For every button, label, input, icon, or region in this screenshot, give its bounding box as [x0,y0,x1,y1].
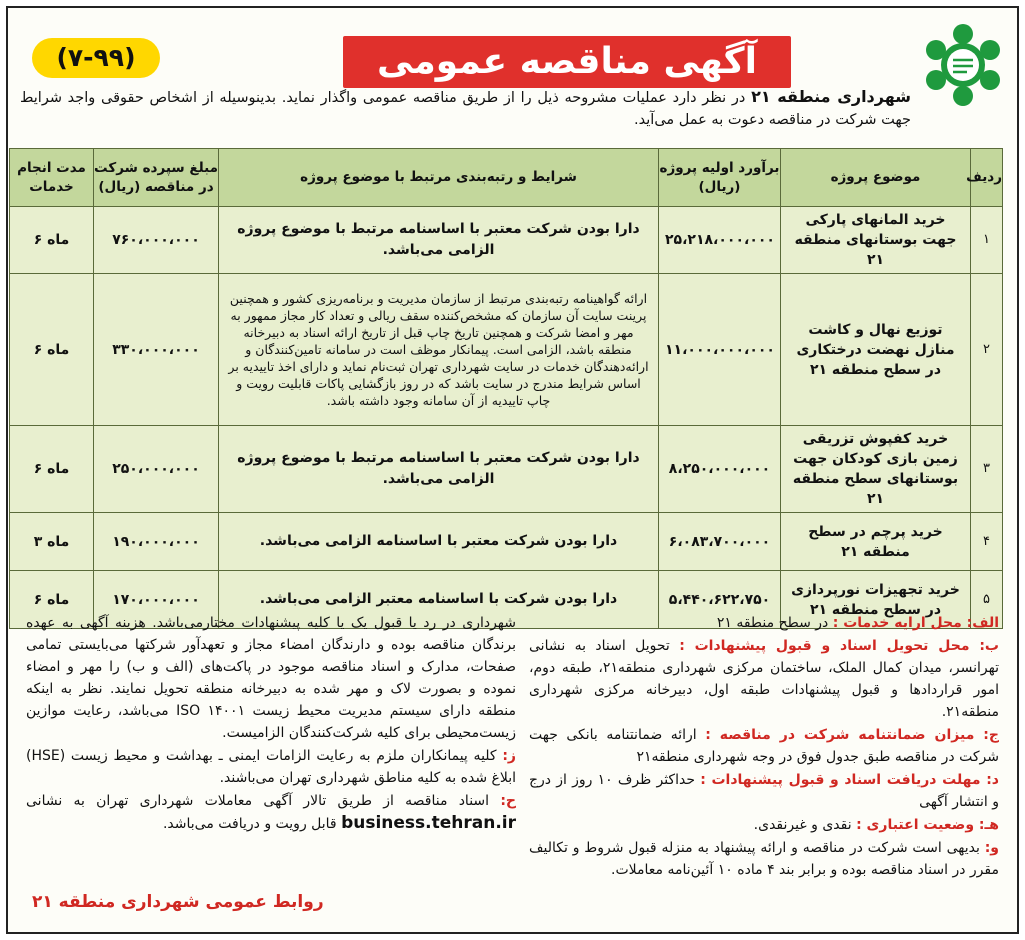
notice-code: (۷-۹۹) [32,38,160,78]
cell-conditions: دارا بودن شرکت با اساسنامه معتبر الزامی می‌باشد. [219,571,659,629]
cell-duration: ۳ ماه [10,513,94,571]
cell-estimate: ۱۱،۰۰۰،۰۰۰،۰۰۰ [659,274,781,426]
cell-deposit: ۲۵۰،۰۰۰،۰۰۰ [94,426,219,513]
cell-deposit: ۷۶۰،۰۰۰،۰۰۰ [94,207,219,274]
term-h [26,790,516,835]
term-heading: و: [984,840,999,856]
cell-deposit: ۱۷۰،۰۰۰،۰۰۰ [94,571,219,629]
cell-conditions: دارا بودن شرکت معتبر با اساسنامه مرتبط با موضوع پروژه الزامی می‌باشد. [219,426,659,513]
header-subject: موضوع پروژه [781,149,971,207]
term-text: کلیه پیمانکاران ملزم به رعایت الزامات ایمنی ـ بهداشت و محیط زیست (HSE) ابلاغ شده به کلیه مناطق شهرداری تهران می‌باشند. [26,748,516,786]
tender-website-link[interactable]: business.tehran.ir [341,813,516,833]
table-row [10,274,1003,426]
projects-table [9,148,1003,629]
term-a [529,612,999,634]
header-estimate: برآورد اولیه پروژه (ریال) [659,149,781,207]
cell-duration: ۶ ماه [10,571,94,629]
term-heading: د: مهلت دریافت اسناد و قبول پیشنهادات : [700,772,999,788]
term-heading: هـ: وضعیت اعتباری : [856,817,999,833]
term-text: تحویل اسناد به نشانی تهرانسر، میدان کمال الملک، ساختمان مرکزی شهرداری منطقه۲۱، طبقه دوم، امور قراردادها و قبول پیشنهادات طبقه اول، دبیرخانه مرکزی شهرداری منطقه۲۱. [529,638,999,720]
cell-conditions: دارا بودن شرکت معتبر با اساسنامه الزامی می‌باشد. [219,513,659,571]
cell-row-no: ۲ [971,274,1003,426]
public-relations-signature: روابط عمومی شهرداری منطقه ۲۱ [32,892,324,912]
term-b [529,635,999,723]
terms-right-column [529,612,999,882]
term-e [529,814,999,836]
terms-left-intro: شهرداری در رد یا قبول یک یا کلیه پیشنهادات مختارمی‌باشد. هزینه آگهی به عهده برندگان مناقصه بوده و دارندگان امضاء مجاز و تعهدآور شرکتها می‌بایستی تمامی صفحات، مدارک و اسناد مناقصه موجود در پاکت‌های (الف و ب) را مهر و امضاء نموده و بصورت لاک و مهر شده به دبیرخانه منطقه تحویل نمایند. نظر به اینکه منطقه دارای سیستم مدیریت محیط زیست ISO ۱۴۰۰۱ می‌باشد، رعایت موازین زیست‌محیطی برای کلیه شرکت‌کنندگان الزامیست. [26,615,516,741]
cell-duration: ۶ ماه [10,274,94,426]
cell-estimate: ۶،۰۸۳،۷۰۰،۰۰۰ [659,513,781,571]
intro-paragraph [20,86,911,131]
term-text: اسناد مناقصه از طریق تالار آگهی معاملات شهرداری تهران به نشانی [26,793,490,809]
cell-subject: خرید پرچم در سطح منطقه ۲۱ [781,513,971,571]
cell-deposit: ۳۳۰،۰۰۰،۰۰۰ [94,274,219,426]
term-heading: ب: محل تحویل اسناد و قبول پیشنهادات : [679,638,999,654]
cell-row-no: ۵ [971,571,1003,629]
tehran-municipality-logo-icon [923,22,1003,108]
cell-row-no: ۳ [971,426,1003,513]
term-heading: ح: [500,793,517,809]
cell-duration: ۶ ماه [10,207,94,274]
cell-subject: خرید تجهیزات نورپردازی در سطح منطقه ۲۱ [781,571,971,629]
table-row [10,513,1003,571]
header-row-no: ردیف [971,149,1003,207]
cell-estimate: ۲۵،۲۱۸،۰۰۰،۰۰۰ [659,207,781,274]
cell-conditions: دارا بودن شرکت معتبر با اساسنامه مرتبط با موضوع پروژه الزامی می‌باشد. [219,207,659,274]
terms-left-column [26,612,516,836]
intro-text: در نظر دارد عملیات مشروحه ذیل را از طریق مناقصه عمومی واگذار نماید. بدینوسیله از اشخاص حقوقی واجد شرایط جهت شرکت در مناقصه دعوت به عمل می‌آید. [20,90,911,128]
cell-subject: خرید المانهای پارکی جهت بوستانهای منطقه ۲۱ [781,207,971,274]
term-text: ارائه ضمانتنامه بانکی جهت شرکت در مناقصه طبق جدول فوق در وجه شهرداری منطقه۲۱ [529,727,999,765]
tender-notice [6,6,1019,934]
table-header-row [10,149,1003,207]
notice-title: آگهی مناقصه عمومی [343,36,791,88]
term-heading: ز: [502,748,516,764]
term-text: نقدی و غیرنقدی. [753,817,852,833]
header-duration: مدت انجام خدمات [10,149,94,207]
term-heading: الف: محل ارایه خدمات : [832,615,999,631]
term-d [529,769,999,813]
term-text-tail: قابل رویت و دریافت می‌باشد. [162,816,337,832]
intro-organization: شهرداری منطقه ۲۱ [751,87,912,106]
cell-subject: توزیع نهال و کاشت منازل نهضت درختکاری در سطح منطقه ۲۱ [781,274,971,426]
term-z [26,745,516,789]
term-c [529,724,999,768]
cell-subject: خرید کفپوش تزریقی زمین بازی کودکان جهت بوستانهای سطح منطقه ۲۱ [781,426,971,513]
cell-deposit: ۱۹۰،۰۰۰،۰۰۰ [94,513,219,571]
cell-duration: ۶ ماه [10,426,94,513]
cell-row-no: ۱ [971,207,1003,274]
cell-conditions: ارائه گواهینامه رتبه‌بندی مرتبط از سازمان مدیریت و برنامه‌ریزی کشور و همچنین پرینت سایت آن سازمان که مشخص‌کننده سقف ریالی و تعداد کار مجاز ممهور به مهر و امضا شرکت و همچنین تاریخ چاپ قبل از تاریخ ارائه اسناد به دبیرخانه منطقه باشد، الزامی است. پیمانکار موظف است در سامانه تامین‌کنندگان و ارائه‌دهندگان خدمات در سایت شهرداری تهران ثبت‌نام نماید و دارای اخذ تاییدیه بر اساس شرایط مندرج در سایت باشد که در روز بازگشایی پاکات قابلیت رویت و چاپ تاییدیه از آن سامانه وجود داشته باشد. [219,274,659,426]
cell-estimate: ۵،۴۴۰،۶۲۲،۷۵۰ [659,571,781,629]
term-text: در سطح منطقه ۲۱ [716,615,829,631]
term-f [529,837,999,881]
term-heading: ج: میزان ضمانتنامه شرکت در مناقصه : [705,727,999,743]
term-text: بدیهی است شرکت در مناقصه و ارائه پیشنهاد به منزله قبول شروط و تکالیف مقرر در اسناد مناقصه بوده و برابر بند ۴ ماده ۱۰ آئین‌نامه معاملات. [529,840,999,878]
table-row [10,207,1003,274]
term-text: حداکثر ظرف ۱۰ روز از درج و انتشار آگهی [529,772,999,810]
cell-row-no: ۴ [971,513,1003,571]
header-deposit: مبلغ سپرده شرکت در مناقصه (ریال) [94,149,219,207]
cell-estimate: ۸،۲۵۰،۰۰۰،۰۰۰ [659,426,781,513]
header-conditions: شرایط و رتبه‌بندی مرتبط با موضوع پروژه [219,149,659,207]
table-row [10,426,1003,513]
